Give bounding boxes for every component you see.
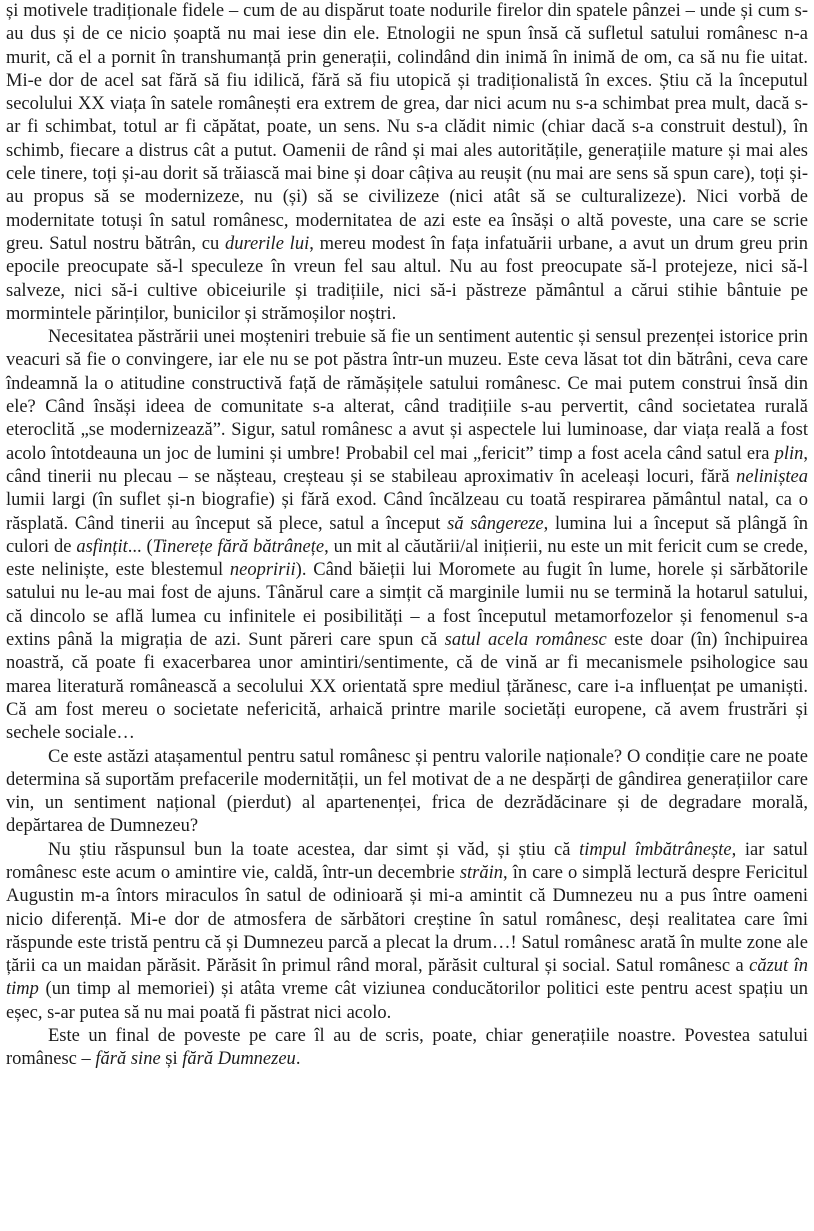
text-segment: și motivele tradiționale fidele – cum de au dispărut toate nodurile firelor din spatele pânzei – unde și cum s-au dus și de ce nicio șoaptă nu mai iese din ele. Etnologii ne spun însă că sufletul satului românesc n-a murit, că el a pornit în transhumanță prin generații, colindând din inimă în inimă de om, ca să nu fie uitat. Mi-e dor de acel sat fără să fiu idilică, fără să fiu utopică și tradiționalistă în exces. Știu că la începutul secolului XX viața în satele românești era extrem de grea, dar nici acum nu s-a schimbat prea mult, dacă s-ar fi schimbat, totul ar fi căpătat, poate, un sens. Nu s-a clădit nimic (chiar dacă s-a construit destul), în schimb, fiecare a distrus cât a putut. Oamenii de rând și mai ales autoritățile, generațiile mature și mai ales cele tinere, toți și-au dorit să trăiască mai bine și doar câțiva au reușit (nu mai are sens să spun care), toți și-au propus să se modernizeze, nu (și) să se civilizeze (nici atât să se culturalizeze). Nici vorbă de modernitate totuși în satul românesc, modernitatea de azi este ea însăși o altă poveste, una care se scrie greu. Satul nostru bătrân, cu	[6, 1, 808, 254]
text-segment: Ce este astăzi atașamentul pentru satul românesc și pentru valorile naționale? O condiție care ne poate determina să suportăm prefacerile modernității, un fel motivat de a ne despărți de gândirea generațiilor care vin, un sentiment național (pierdut) al apartenenței, frica de dezrădăcinare și de degradare morală, depărtarea de Dumnezeu?	[6, 746, 808, 837]
text-segment: este doar (în) închipuirea noastră, că poate fi exacerbarea unor amintiri/sentimente, că de vină ar fi mecanismele psihologice sau marea literatură românească a secolului XX orientată spre mediul țărănesc, care i-a influențat pe umaniști. Că am fost mereu o societate nefericită, arhaică printre marile societăți europene, că avem frustrări și sechele sociale…	[6, 630, 809, 744]
italic-segment: timpul îmbătrânește	[579, 839, 732, 860]
paragraph-4	[6, 839, 808, 1025]
italic-segment: satul acela românesc	[444, 630, 607, 651]
text-segment: ). Când băieții lui Moromete au fugit în lume, horele și sărbătorile satului nu le-au mai fost de ajuns. Tânărul care a simțit că marginile lumii nu se termină la hotarul satului, că dincolo se află lumea cu infinitele ei posibilități – a fost începutul metamorfozelor și fenomenul s-a extins până la migrația de azi. Sunt păreri care spun că	[6, 560, 808, 651]
italic-segment: plin	[774, 443, 804, 464]
text-segment: , în care o simplă lectură despre Fericitul Augustin m-a întors miraculos în satul de odinioară și mi-a amintit că Dumnezeu nu a pus între oameni nicio diferență. Mi-e dor de atmosfera de sărbători creștine în satul românesc, deși realitatea care îmi răspunde este tristă pentru că și Dumnezeu parcă a plecat la drum…! Satul românesc arată în multe zone ale țării ca un maidan părăsit. Părăsit în primul rând moral, părăsit cultural și social. Satul românesc a	[6, 862, 808, 977]
italic-segment: să sângereze	[447, 513, 544, 534]
italic-segment: Tinerețe fără bătrânețe	[152, 536, 325, 557]
text-segment: și	[160, 1049, 183, 1070]
text-segment: , iar satul românesc este acum o amintire vie, caldă, într-un decembrie	[6, 839, 809, 883]
italic-segment: durerile lui	[224, 233, 310, 254]
italic-segment: fără Dumnezeu	[182, 1049, 296, 1070]
text-segment: .	[295, 1049, 301, 1070]
paragraph-2	[6, 326, 808, 745]
text-segment: Este un final de poveste pe care îl au de scris, poate, chiar generațiile noastre. Povestea satului românesc –	[6, 1026, 808, 1070]
text-segment: , când tinerii nu plecau – se nășteau, creșteau și se stabileau aproximativ în aceleași locuri, fără	[6, 443, 808, 487]
document-page	[6, 0, 808, 1072]
text-segment: lumii largi (în suflet și-n biografie) și fără exod. Când încălzeau cu toată respirarea pământul natal, ca o răsplată. Când tinerii au început să plece, satul a început	[6, 490, 808, 534]
italic-segment: străin	[459, 862, 504, 883]
text-segment: Necesitatea păstrării unei moșteniri trebuie să fie un sentiment autentic și sensul prezenței istorice prin veacuri să fie o convingere, iar ele nu se pot păstra într-un muzeu. Este ceva lăsat tot din bătrâni, ceva care îndeamnă la o atitudine constructivă față de rămășițele satului românesc. Ce mai putem construi însă din ele? Când însăși ideea de comunitate s-a alterat, când tradițiile s-au pervertit, când societatea rurală eteroclită „se modernizează”. Sigur, satul românesc a avut și aspectele lui luminoase, dar viața reală a fost acolo întotdeauna un joc de lumini și umbre! Probabil cel mai „fericit” timp a fost acela când satul era	[6, 327, 808, 464]
italic-segment: neopririi	[229, 560, 296, 581]
italic-segment: fără sine	[95, 1049, 161, 1070]
text-segment: Nu știu răspunsul bun la toate acestea, dar simt și văd, și știu că	[48, 839, 580, 860]
text-segment: (un timp al memoriei) și atâta vreme cât viziunea conducătorilor politici este pentru acest spațiu un eșec, s-ar putea să nu mai poată fi păstrat nici acolo.	[6, 979, 808, 1023]
text-segment: , lumina lui a început să plângă în culori de	[6, 513, 808, 557]
italic-segment: neliniștea	[736, 466, 808, 487]
text-segment: ... (	[127, 536, 153, 557]
italic-segment: asfințit	[76, 536, 128, 557]
text-segment: , un mit al căutării/al inițierii, nu este un mit fericit cum se crede, este neliniște, este blestemul	[6, 536, 808, 581]
italic-segment: căzut în timp	[6, 956, 808, 1000]
paragraph-3	[6, 746, 808, 839]
paragraph-5	[6, 1025, 808, 1072]
paragraph-1	[6, 0, 808, 326]
text-segment: , mereu modest în fața infatuării urbane, a avut un drum greu prin epocile preocupate să-l speculeze în vreun fel sau altul. Nu au fost preocupate să-l protejeze, nici să-l salveze, nici să-i cultive obiceiurile și tradițiile, nici să-i păstreze pământul a cărui stihie bântuie pe mormintele părinților, bunicilor și strămoșilor noștri.	[6, 233, 808, 324]
